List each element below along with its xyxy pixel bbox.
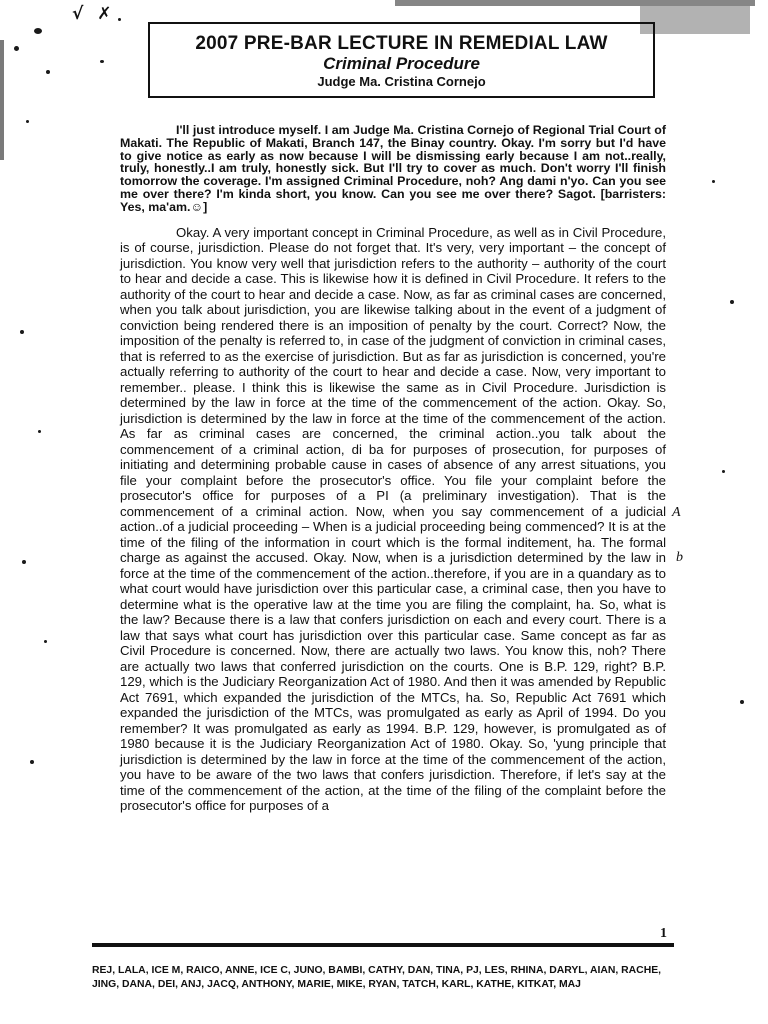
- scan-speck: [730, 300, 734, 304]
- scan-smudge-left-edge: [0, 40, 4, 160]
- margin-mark-b: b: [676, 550, 683, 565]
- lecture-transcript: [120, 124, 666, 825]
- margin-mark-a: A: [672, 505, 681, 520]
- scan-speck: [712, 180, 715, 183]
- scan-speck: [38, 430, 41, 433]
- scan-speck: [44, 640, 47, 643]
- scan-speck: [34, 28, 42, 34]
- scan-speck: [30, 760, 34, 764]
- paragraph-introduction: I'll just introduce myself. I am Judge Ma. Cristina Cornejo of Regional Trial Court of Makati. The Republic of Makati, Branch 147, the Binay country. Okay. I'm sorry but I'd have to give notice as early as now because I will be dismissing early because I am not..really, truly, honestly..I am truly, honestly sick. But I'll try to cover as much. Don't worry I'll finish tomorrow the coverage. I'm assigned Criminal Procedure, noh? Ang dami n'yo. Can you see me over there? I'm kinda short, you know. Can you see me over there? Sagot. [barristers: Yes, ma'am.☺]: [120, 123, 666, 214]
- scan-speck: [14, 46, 19, 51]
- scan-speck: [46, 70, 50, 74]
- scan-speck: [100, 60, 104, 63]
- scan-speck: [20, 330, 24, 334]
- scan-speck: [740, 700, 744, 704]
- lecture-header: [148, 22, 655, 98]
- scan-speck: [118, 18, 121, 21]
- scan-speck: [26, 120, 29, 123]
- footer-credits: REJ, LALA, ICE M, RAICO, ANNE, ICE C, JUNO, BAMBI, CATHY, DAN, TINA, PJ, LES, RHINA, DARYL, AIAN, RACHE, JING, DANA, DEI, ANJ, JACQ, ANTHONY, MARIE, MIKE, RYAN, TATCH, KARL, KATHE, KITKAT, MAJ: [92, 965, 662, 990]
- scan-speck: [22, 560, 26, 564]
- handwritten-check-marks: √ ✗: [72, 4, 116, 24]
- paragraph-jurisdiction: Okay. A very important concept in Criminal Procedure, as well as in Civil Procedure, is of course, jurisdiction. Please do not forget that. It's very, very important – the concept of jurisdiction. You know very well that jurisdiction refers to the authority – authority of the court to hear and decide a case. This is likewise how it is defined in Civil Procedure. It refers to the authority of the court to hear and decide a case. Now, as far as criminal cases are concerned, when you talk about jurisdiction, you are likewise talking about in the event of a judgment of conviction being rendered there is an imposition of penalty by the court. Correct? Now, the imposition of the penalty is referred to, in case of the judgment of conviction in criminal cases, that is referred to as the exercise of jurisdiction. But as far as jurisdiction is concerned, you're actually referring to authority of the court to hear and decide a case. Now, very important to remember.. please. I think this is likewise the same as in Civil Procedure. Jurisdiction is determined by the law in force at the time of the commencement of the action. Okay. So, jurisdiction is determined by the law in force at the time of the commencement of the action. As far as criminal cases are concerned, the criminal action..you talk about the commencement of a criminal action, di ba for purposes of prosecution, for purposes of initiating and determining probable cause in cases of absence of any arrest situations, you file your complaint before the prosecutor's office. You file your complaint before the prosecutor's office for purposes of a PI (a preliminary investigation). That is the commencement of a criminal action. Now, when you say commencement of a judicial action..of a judicial proceeding – When is a judicial proceeding being commenced? It is at the time of the filing of the information in court which is the formal inditement, ha. The formal charge as against the accused. Okay. Now, when is a jurisdiction determined by the law in force at the time of the commencement of the action..therefore, if you are in a quandary as to what court would have jurisdiction over this particular case, a criminal case, then you have to determine what is the operative law at the time you are filing the complaint, ha. So, what is the law? Because there is a law that confers jurisdiction on each and every court. There is a law that says what court has jurisdiction over this particular case. Same concept as far as Civil Procedure is concerned. Now, there are actually two laws. You know this, noh? There are actually two laws that conferred jurisdiction on the courts. One is B.P. 129, right? B.P. 129, which is the Judiciary Reorganization Act of 1980. And then it was amended by Republic Act 7691, which expanded the jurisdiction of the MTCs, ha. So, Republic Act 7691 which expanded the jurisdiction of the MTCs, was promulgated as early as April of 1994. Do you remember? It was promulgated as early as 1994. B.P. 129, however, is promulgated as of 1980 because it is the Judiciary Reorganization Act of 1980. Okay. So, 'yung principle that jurisdiction is determined by the law in force at the time of the commencement of the action, you have to be aware of the two laws that confers jurisdiction. Therefore, if let's say at the time of the commencement of the action, at the time of the filing of the complaint before the prosecutor's office for purposes of a: [120, 224, 666, 814]
- footer-divider: [92, 943, 674, 947]
- page-number: 1: [660, 926, 667, 941]
- scan-smudge-top-right: [640, 6, 750, 34]
- lecture-title: 2007 PRE-BAR LECTURE IN REMEDIAL LAW: [195, 33, 608, 54]
- lecture-subtitle: Criminal Procedure: [323, 54, 480, 73]
- lecturer-name: Judge Ma. Cristina Cornejo: [317, 74, 486, 89]
- scan-speck: [722, 470, 725, 473]
